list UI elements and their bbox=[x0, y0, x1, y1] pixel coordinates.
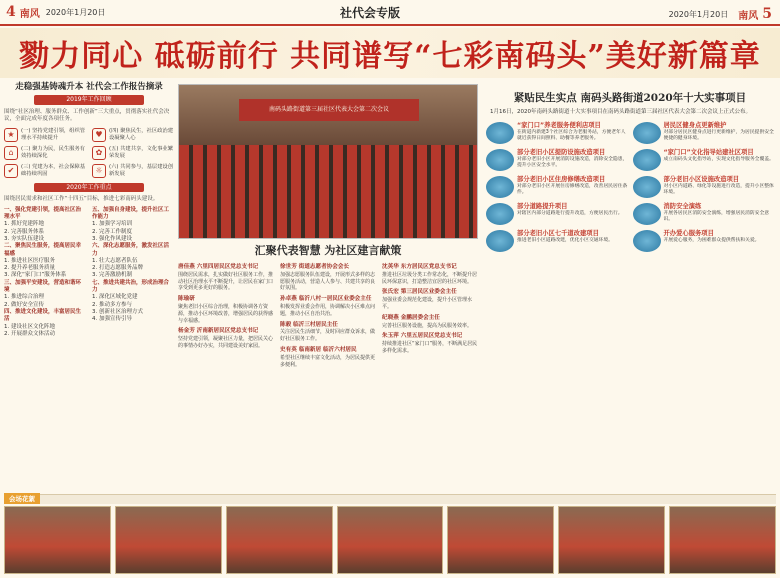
representative-entry bbox=[280, 296, 376, 317]
project-text: 开展各居民区消防安全演练，增强居民消防安全意识。 bbox=[663, 211, 770, 222]
plan-item: 1. 壮大志愿者队伍 bbox=[92, 257, 138, 264]
strip-photo bbox=[669, 506, 776, 574]
strip-photo bbox=[4, 506, 111, 574]
review-item bbox=[4, 164, 86, 178]
brand-left: 南风 bbox=[19, 8, 40, 20]
banner-title: 勠力同心 砥砺前行 共同谱写“七彩南码头”美好新篇章 bbox=[19, 39, 761, 74]
representative-name: 唐佳燕 六里四居民区党总支书记 bbox=[178, 264, 259, 270]
plan-item: 2. 推动多方参与 bbox=[92, 301, 132, 308]
project-thumbnail bbox=[633, 203, 661, 225]
project-title: 部分老旧小区提防设施改造项目 bbox=[517, 149, 606, 156]
meeting-photo bbox=[178, 84, 478, 239]
project-title: 居民区健身点更新维护 bbox=[663, 122, 727, 129]
plan-item: 四、推进文化建设，丰富居民生活 bbox=[4, 308, 82, 323]
review-item-text: (四) 聚焦民生，社区政治建设凝聚人心 bbox=[109, 128, 174, 141]
banner bbox=[0, 28, 780, 78]
review-item bbox=[92, 128, 174, 142]
review-item bbox=[4, 146, 86, 160]
report-summary bbox=[4, 84, 174, 484]
representative-name: 杨金芳 沂南新居民区党总支书记 bbox=[178, 328, 259, 335]
project-body bbox=[517, 147, 628, 171]
representative-text: 围绕居民需求，扎实做好社区服务工作，推动社区治理水平不断提升，让居民在家门口享受到更多更好的服务。 bbox=[178, 271, 274, 292]
review-item bbox=[92, 164, 174, 178]
representative-name: 徐世芳 街道志愿者协会会长 bbox=[280, 264, 350, 270]
plan-item: 2. 完善服务体系 bbox=[4, 228, 44, 235]
plan-intro: 围绕居民需求和社区工作“十四五”目标，推进七彩南码头建设。 bbox=[4, 196, 159, 203]
representative-entry bbox=[178, 296, 274, 324]
date-left: 2020年1月20日 bbox=[45, 7, 106, 17]
project-text: 对小区内道路、绿化等设施进行改造，提升小区整体环境。 bbox=[663, 184, 774, 195]
review-item bbox=[92, 146, 174, 160]
representative-entry bbox=[382, 264, 478, 285]
projects-grid bbox=[484, 120, 776, 252]
representative-name: 陈毅 临沂三村居民主任 bbox=[280, 321, 338, 328]
project-thumbnail bbox=[486, 230, 514, 252]
project-item bbox=[486, 147, 628, 171]
plan-item: 1. 深化区域化党建 bbox=[92, 294, 138, 301]
project-thumbnail bbox=[486, 149, 514, 171]
project-thumbnail bbox=[633, 230, 661, 252]
plan-item: 一、强化党建引领，提高社区治理水平 bbox=[4, 206, 82, 221]
strip-photo bbox=[115, 506, 222, 574]
project-thumbnail bbox=[633, 122, 661, 144]
project-title: 部分道路提升项目 bbox=[517, 203, 568, 210]
page-number-left: 4 bbox=[6, 4, 16, 20]
representatives-title: 汇聚代表智慧 为社区建言献策 bbox=[254, 244, 402, 257]
project-text: 在街道内新建3个社区综合为老服务站，方便老年人就近获得日间照料、助餐等养老服务。 bbox=[517, 130, 626, 141]
review-item-text: (六) 共同参与，基层建设创新发展 bbox=[109, 164, 174, 177]
representative-entry bbox=[280, 347, 376, 368]
plan-column-2 bbox=[92, 207, 174, 338]
project-body bbox=[517, 174, 628, 198]
representative-entry bbox=[382, 333, 478, 354]
check-icon: ✔ bbox=[4, 164, 18, 178]
projects-section bbox=[484, 84, 776, 484]
representative-name: 张氏宏 第三居民区业委会主任 bbox=[382, 289, 457, 296]
representatives-column bbox=[382, 264, 478, 372]
project-body bbox=[664, 120, 775, 144]
plan-item: 3. 创新社区治理方式 bbox=[92, 308, 143, 315]
representative-text: 持续推进社区“家门口”服务，不断满足居民多样化需求。 bbox=[382, 341, 478, 354]
plan-item: 五、加强自身建设，提升社区工作能力 bbox=[92, 206, 170, 221]
year-review-intro: 围绕“社区治理、服务群众、工作创新”三大重点，贯彻落实社代会决议，全面完成年度各项任务。 bbox=[4, 108, 170, 122]
review-item-text: (二) 聚力为民，民生服务有效持续深化 bbox=[21, 146, 86, 159]
project-item bbox=[633, 147, 775, 171]
representative-entry bbox=[382, 289, 478, 310]
plan-item: 六、深化志愿服务，激发社区活力 bbox=[92, 243, 170, 257]
edition-title: 社代会专版 bbox=[340, 6, 401, 20]
report-title: 走稳强基铸魂升本 社代会工作报告摘录 bbox=[15, 82, 163, 92]
project-text: 开展爱心服务，为困难群众提供帮扶和关爱。 bbox=[663, 238, 760, 243]
project-body bbox=[664, 201, 775, 225]
project-text: 成立南码头文化指导站，实现文化指导服务全覆盖。 bbox=[663, 157, 774, 162]
representative-entry bbox=[178, 264, 274, 292]
date-right: 2020年1月20日 bbox=[668, 9, 729, 19]
page-number-right: 5 bbox=[762, 6, 772, 22]
projects-title: 紧贴民生实点 南码头路街道2020年十大实事项目 bbox=[513, 92, 747, 104]
project-item bbox=[486, 201, 628, 225]
projects-intro: 1月16日，2020年南码头路街道十大实事项目在南码头路街道第三届社区代表大会第二次会议上正式公布。 bbox=[490, 109, 751, 115]
project-item bbox=[633, 120, 775, 144]
plan-item: 2. 完善工作制度 bbox=[92, 228, 132, 235]
project-text: 对部分老旧小区开展住房修缮改造，改善居民居住条件。 bbox=[517, 184, 628, 195]
project-thumbnail bbox=[486, 176, 514, 198]
project-item bbox=[486, 120, 628, 144]
plan-item: 1. 加强学习培训 bbox=[92, 221, 132, 228]
plan-column-1 bbox=[4, 207, 86, 338]
star-icon: ★ bbox=[4, 128, 18, 142]
plan-columns bbox=[4, 207, 174, 338]
representatives-column bbox=[280, 264, 376, 372]
representatives-column bbox=[178, 264, 274, 372]
representative-name: 朱玉萍 六里五居民区党总支书记 bbox=[382, 333, 463, 340]
strip-photo bbox=[558, 506, 665, 574]
representative-text: 完善社区服务设施，提高为民服务效率。 bbox=[382, 322, 473, 329]
representative-name: 陈瑜研 bbox=[178, 296, 195, 303]
plan-item: 3. 深化“家门口”服务体系 bbox=[4, 272, 67, 279]
photo-strip-tag: 会场花絮 bbox=[4, 493, 40, 504]
representative-name: 史有英 临南新居 临沂六村居民 bbox=[280, 346, 357, 353]
project-title: 部分老旧小区七千道改建项目 bbox=[517, 230, 599, 237]
project-item bbox=[633, 174, 775, 198]
representatives-columns bbox=[178, 264, 478, 372]
review-items bbox=[4, 128, 174, 178]
project-title: 开办爱心服务项目 bbox=[663, 230, 714, 237]
header-right bbox=[663, 6, 772, 22]
plan-item: 3. 夯实队伍建设 bbox=[4, 235, 44, 242]
brand-right: 南风 bbox=[738, 10, 759, 22]
project-thumbnail bbox=[633, 176, 661, 198]
representative-name: 孙卓燕 临沂八村一居民区业委会主任 bbox=[280, 296, 372, 303]
plan-item: 2. 做好安全宣传 bbox=[4, 301, 44, 308]
plan-item: 2. 开展群众文体活动 bbox=[4, 330, 55, 337]
project-item bbox=[633, 228, 775, 252]
project-text: 推进老旧小区道路改建，优化小区交通环境。 bbox=[517, 238, 613, 243]
project-thumbnail bbox=[633, 149, 661, 171]
project-body bbox=[664, 228, 760, 252]
review-item-text: (五) 共建共享，文化事业繁荣发展 bbox=[109, 146, 174, 159]
plan-item: 2. 提升养老服务质量 bbox=[4, 265, 55, 272]
project-item bbox=[486, 174, 628, 198]
home-icon: ⌂ bbox=[4, 146, 18, 160]
project-title: 部分老旧小区设施改造项目 bbox=[663, 176, 740, 183]
project-body bbox=[517, 201, 623, 225]
plan-item: 1. 抓好党建阵地 bbox=[4, 221, 44, 228]
heart-icon: ♥ bbox=[92, 128, 106, 142]
meeting-screen-text: 南码头路街道第三届社区代表大会第二次会议 bbox=[239, 99, 419, 121]
representative-text: 加强业委会规范化建设，提升小区管理水平。 bbox=[382, 297, 473, 310]
plan-item: 1. 推进综合治理 bbox=[4, 294, 44, 301]
representative-text: 加强志愿服务队伍建设，开展形式多样的志愿服务活动，营造人人参与、共建共享的良好氛围。 bbox=[280, 271, 376, 292]
project-title: 部分老旧小区住房修缮改造项目 bbox=[517, 176, 606, 183]
representative-name: 沈英华 东方居民区党总支书记 bbox=[382, 264, 457, 270]
photo-strip-bar bbox=[4, 494, 776, 504]
plan-bar: 2020年工作重点 bbox=[34, 183, 144, 192]
plan-item: 1. 建设社区文化阵地 bbox=[4, 323, 55, 330]
review-item-text: (三) 党建为本，社会保障基础持续巩固 bbox=[21, 164, 86, 177]
representative-text: 坚持党建引领，凝聚社区力量，把居民关心的事情办好办实，共同建设美好家园。 bbox=[178, 336, 274, 349]
representatives-section bbox=[178, 240, 478, 490]
project-thumbnail bbox=[486, 122, 514, 144]
photo-strip bbox=[4, 506, 776, 574]
representative-entry bbox=[382, 315, 478, 330]
plan-item: 3. 强化作风建设 bbox=[92, 235, 132, 242]
representative-entry bbox=[280, 264, 376, 292]
representative-text: 推进社区垃圾分类工作常态化，不断提升居民环保意识，打造整洁宜居的社区环境。 bbox=[382, 271, 478, 285]
plan-item: 1. 推进社区医疗服务 bbox=[4, 257, 55, 264]
project-title: “家门口”文化指导站建社区项目 bbox=[663, 149, 754, 156]
plan-item: 三、加强平安建设，营造和谐环境 bbox=[4, 279, 82, 294]
review-item-text: (一) 坚持党建引领，组织管理水平持续提升 bbox=[21, 128, 86, 141]
representative-name: 纪晓燕 金鹏居委会主任 bbox=[382, 314, 440, 321]
representative-entry bbox=[178, 328, 274, 349]
review-item bbox=[4, 128, 86, 142]
flower-icon: ✿ bbox=[92, 146, 106, 160]
page-header bbox=[0, 0, 780, 26]
plan-item: 2. 打造志愿服务品牌 bbox=[92, 265, 143, 272]
representative-text: 聚焦老旧小区综合治理，积极协调各方资源，推动小区环境改善，增强居民的获得感与幸福感。 bbox=[178, 303, 274, 324]
project-title: 消防安全演练 bbox=[663, 203, 702, 210]
plan-item: 4. 加强宣传引导 bbox=[92, 316, 132, 323]
project-text: 对部分老旧小区开展消防设施改造，消除安全隐患，提升小区安全水平。 bbox=[517, 157, 628, 168]
plan-item: 七、推进共建共治，形成治理合力 bbox=[92, 279, 170, 294]
representative-text: 积极发挥业委会作用，协调解决小区难点问题，推动小区自治共治。 bbox=[280, 303, 376, 317]
year-review-bar: 2019年工作回顾 bbox=[34, 95, 144, 104]
project-item bbox=[486, 228, 628, 252]
project-body bbox=[664, 147, 774, 171]
project-body bbox=[517, 228, 613, 252]
project-item bbox=[633, 201, 775, 225]
project-thumbnail bbox=[486, 203, 514, 225]
strip-photo bbox=[226, 506, 333, 574]
sun-icon: ☼ bbox=[92, 164, 106, 178]
project-text: 对部分居民区健身点进行更新维护，为居民提供安全便捷的健身环境。 bbox=[663, 130, 774, 141]
project-title: “家门口”养老服务便利店项目 bbox=[517, 122, 601, 129]
plan-item: 3. 完善激励机制 bbox=[92, 272, 132, 279]
project-text: 对辖区内部分道路进行提升改造，方便居民出行。 bbox=[517, 211, 623, 216]
project-body bbox=[517, 120, 628, 144]
representative-text: 希望社区继续丰富文化活动，为居民提供更多便利。 bbox=[280, 354, 376, 368]
representative-entry bbox=[280, 322, 376, 343]
representative-text: 关注居民生活细节，及时回应群众诉求，做好社区服务工作。 bbox=[280, 329, 376, 343]
strip-photo bbox=[337, 506, 444, 574]
meeting-seats bbox=[179, 145, 477, 239]
plan-item: 二、聚焦民生服务，提高居民幸福感 bbox=[4, 243, 82, 257]
project-body bbox=[664, 174, 775, 198]
strip-photo bbox=[447, 506, 554, 574]
